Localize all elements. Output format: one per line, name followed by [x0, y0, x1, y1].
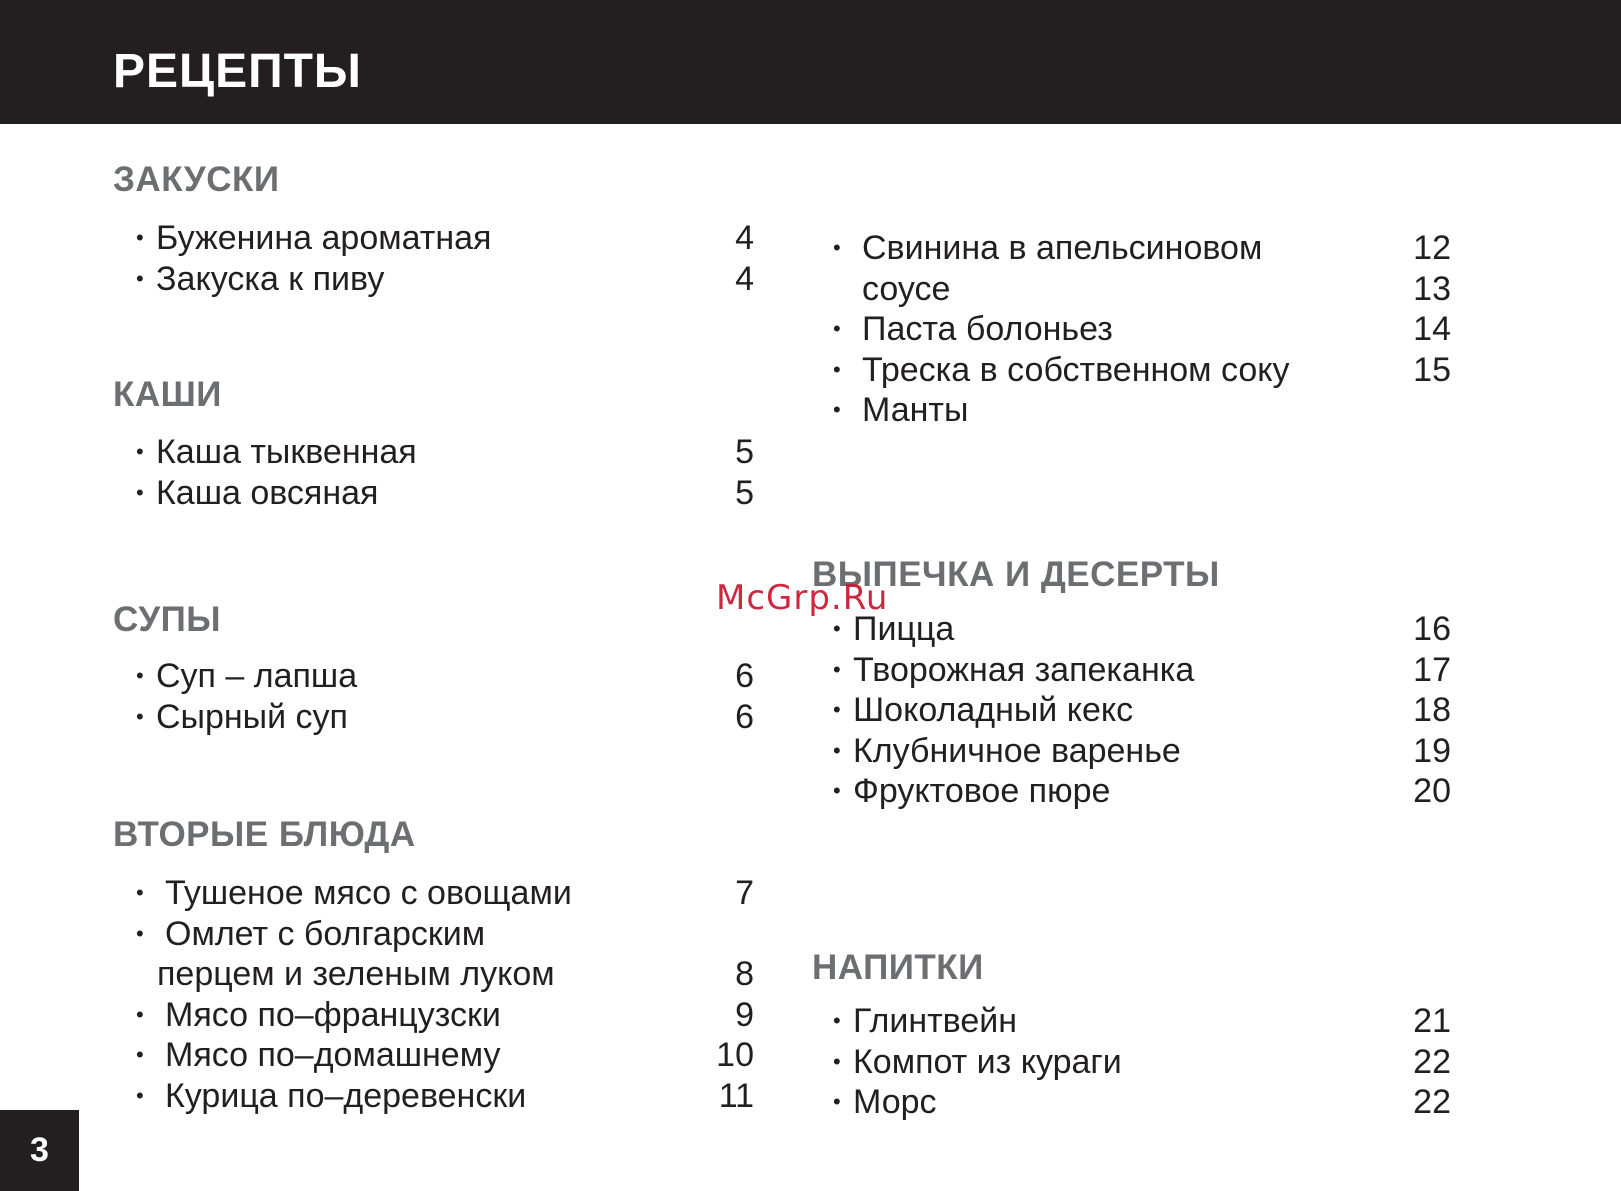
toc-item-label: Шоколадный кекс [853, 691, 1134, 729]
bullet: • [833, 1008, 841, 1033]
toc-item-label: Компот из кураги [853, 1042, 1122, 1081]
toc-item-page: 5 [735, 473, 754, 512]
toc-item[interactable] [136, 873, 754, 914]
toc-list-vtorye [136, 873, 754, 1116]
toc-list-napitki [833, 1001, 1451, 1123]
section-title-napitki: НАПИТКИ [812, 948, 984, 987]
toc-item[interactable] [136, 1076, 754, 1117]
toc-item-page: 6 [735, 657, 754, 695]
toc-item-label: Буженина ароматная [156, 219, 492, 257]
toc-list-zakuski [136, 218, 754, 299]
toc-item-label: Глинтвейн [853, 1002, 1018, 1040]
bullet: • [136, 439, 144, 464]
toc-item-page: 21 [1413, 1002, 1451, 1040]
toc-item-label: Каша тыквенная [156, 433, 417, 471]
toc-item-label: Свинина в апельсиновом [862, 229, 1263, 267]
toc-item[interactable] [833, 690, 1451, 731]
toc-item[interactable] [136, 473, 754, 514]
toc-item[interactable] [833, 1001, 1451, 1042]
toc-item-page: 15 [1413, 350, 1451, 389]
toc-item-label: Каша овсяная [156, 473, 379, 512]
toc-item[interactable] [136, 259, 754, 300]
toc-item-page: 6 [735, 697, 754, 736]
section-title-zakuski: ЗАКУСКИ [113, 160, 280, 199]
bullet: • [136, 225, 144, 250]
toc-item[interactable] [833, 350, 1451, 391]
bullet: • [136, 663, 144, 688]
bullet: • [833, 235, 841, 260]
bullet: • [833, 616, 841, 641]
bullet: • [833, 356, 841, 382]
toc-item-label: перцем и зеленым луком [157, 955, 555, 993]
toc-item[interactable] [833, 609, 1451, 650]
toc-item-label: соусе [862, 269, 951, 308]
toc-item-label: Тушеное мясо с овощами [165, 874, 572, 912]
toc-item[interactable] [136, 995, 754, 1036]
toc-item[interactable] [136, 218, 754, 259]
bullet: • [833, 697, 841, 722]
watermark-text: McGrp.Ru [716, 578, 889, 618]
toc-item-page: 19 [1413, 731, 1451, 770]
toc-item-label: Манты [862, 391, 969, 429]
toc-item[interactable] [833, 731, 1451, 772]
section-title-supy: СУПЫ [113, 600, 222, 639]
toc-item-page: 22 [1413, 1042, 1451, 1081]
toc-item-page: 14 [1413, 310, 1451, 348]
toc-item-label: Пицца [853, 610, 955, 648]
toc-item-page: 11 [718, 1076, 754, 1115]
toc-item-page: 4 [735, 259, 754, 298]
toc-item-continuation[interactable] [136, 954, 754, 995]
toc-item-page: 12 [1413, 229, 1451, 267]
toc-item-label: Омлет с болгарским [165, 914, 486, 953]
section-title-vypechka: ВЫПЕЧКА И ДЕСЕРТЫ [812, 555, 1220, 594]
bullet: • [136, 1042, 144, 1067]
bullet: • [136, 1082, 144, 1108]
toc-item[interactable] [136, 697, 754, 738]
toc-item-label: Сырный суп [156, 697, 348, 736]
toc-item[interactable] [833, 1042, 1451, 1083]
toc-item-page: 13 [1413, 269, 1451, 308]
toc-item-page: 10 [716, 1036, 754, 1074]
toc-item-page: 4 [735, 219, 754, 257]
toc-item-page: 17 [1413, 650, 1451, 689]
toc-item-label: Закуска к пиву [156, 259, 385, 298]
bullet: • [136, 265, 144, 291]
bullet: • [136, 1001, 144, 1027]
toc-item-page: 7 [735, 874, 754, 912]
toc-item-label: Мясо по–домашнему [165, 1036, 501, 1074]
bullet: • [136, 703, 144, 729]
page-number-box [0, 1110, 79, 1191]
header-bar [0, 0, 1621, 124]
bullet: • [833, 737, 841, 763]
toc-item[interactable] [833, 309, 1451, 350]
bullet: • [136, 880, 144, 905]
toc-item-page: 8 [735, 955, 754, 993]
toc-item-page: 5 [735, 433, 754, 471]
toc-item-continuation[interactable] [833, 269, 1451, 310]
toc-item-label: Морс [853, 1083, 937, 1121]
toc-item[interactable] [833, 771, 1451, 812]
bullet: • [833, 778, 841, 803]
bullet: • [833, 1089, 841, 1114]
toc-item[interactable] [833, 650, 1451, 691]
toc-list-supy [136, 656, 754, 737]
bullet: • [833, 316, 841, 341]
toc-item[interactable] [833, 390, 1451, 431]
toc-item-page: 9 [735, 995, 754, 1034]
toc-item-page: 18 [1413, 691, 1451, 729]
toc-item-label: Треска в собственном соку [862, 350, 1290, 389]
page-title: РЕЦЕПТЫ [113, 45, 362, 98]
toc-list-vtorye-continued [833, 228, 1451, 431]
toc-item[interactable] [136, 656, 754, 697]
bullet: • [833, 1048, 841, 1074]
toc-item-label: Суп – лапша [156, 657, 358, 695]
toc-item[interactable] [833, 1082, 1451, 1123]
toc-item-label: Клубничное варенье [853, 731, 1181, 770]
toc-item-label: Мясо по–французски [165, 995, 501, 1034]
page-number: 3 [30, 1131, 49, 1169]
toc-item-page: 22 [1413, 1083, 1451, 1121]
toc-list-vypechka [833, 609, 1451, 812]
toc-item-page: 20 [1413, 772, 1451, 810]
toc-item-label: Творожная запеканка [853, 650, 1195, 689]
bullet: • [136, 479, 144, 505]
bullet: • [833, 656, 841, 682]
toc-item[interactable] [136, 1035, 754, 1076]
toc-item[interactable] [833, 228, 1451, 269]
toc-item-label: Паста болоньез [862, 310, 1113, 348]
toc-item-label: Фруктовое пюре [853, 772, 1111, 810]
bullet: • [833, 397, 841, 422]
toc-item-page: 16 [1413, 610, 1451, 648]
toc-list-kashi [136, 432, 754, 513]
bullet: • [136, 920, 144, 946]
section-title-vtorye: ВТОРЫЕ БЛЮДА [113, 815, 416, 854]
toc-item[interactable] [136, 432, 754, 473]
toc-item[interactable] [136, 914, 754, 955]
toc-item-label: Курица по–деревенски [165, 1076, 527, 1115]
section-title-kashi: КАШИ [113, 375, 222, 414]
